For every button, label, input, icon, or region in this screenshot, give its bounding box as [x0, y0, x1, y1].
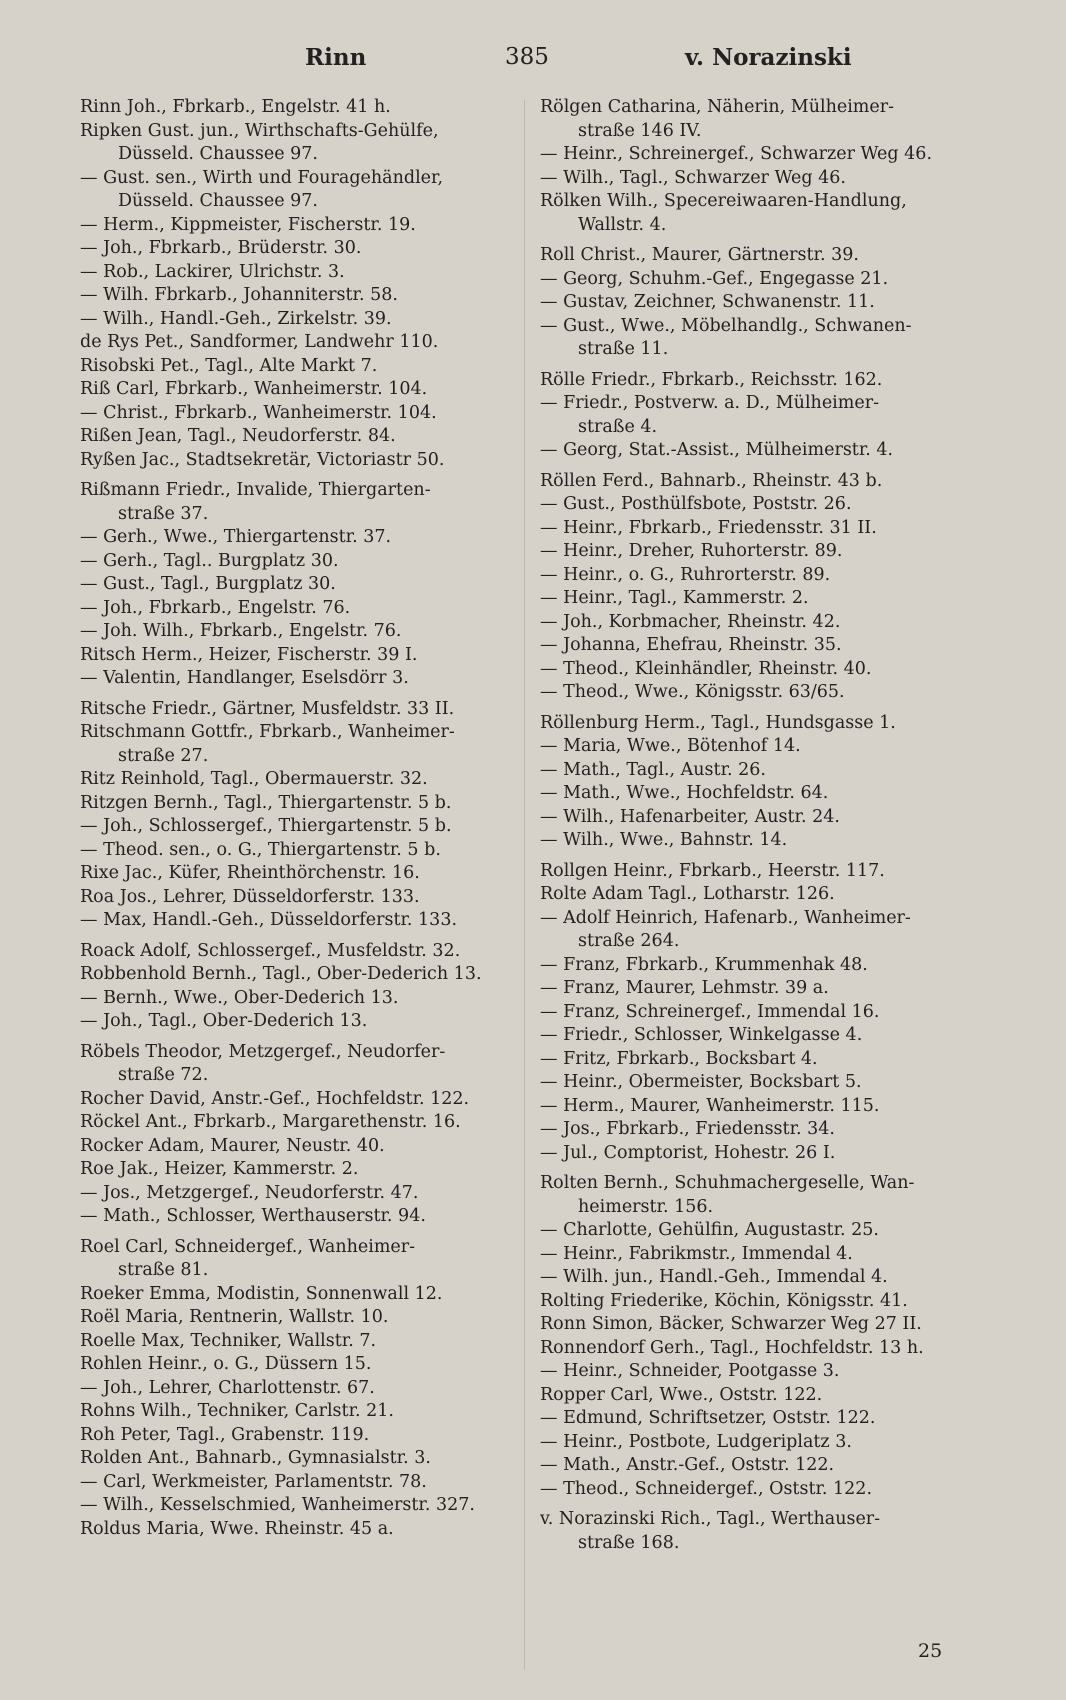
- directory-entry: [80, 698, 510, 722]
- entry-line: — Heinr., Dreher, Ruhorterstr. 89.: [540, 541, 843, 561]
- directory-entry: [540, 860, 972, 884]
- entry-line: — Wilh., Wwe., Bahnstr. 14.: [540, 830, 788, 850]
- directory-entry: [540, 1407, 972, 1431]
- entry-line: Rißen Jean, Tagl., Neudorferstr. 84.: [80, 426, 396, 446]
- directory-entry: [540, 829, 972, 853]
- entry-line: — Math., Tagl., Austr. 26.: [540, 759, 766, 780]
- directory-entry: [540, 806, 972, 830]
- directory-entry: [80, 1158, 510, 1182]
- directory-entry: [80, 667, 510, 691]
- entry-line: Röbels Theodor, Metzgergef., Neudorfer-: [80, 1041, 446, 1062]
- directory-entry: [80, 1353, 510, 1377]
- directory-entry: [80, 1400, 510, 1424]
- entry-line: — Joh., Fbrkarb., Engelstr. 76.: [80, 597, 351, 618]
- entry-line: Rolten Bernh., Schuhmachergeselle, Wan-: [540, 1173, 915, 1193]
- entry-line: Roack Adolf, Schlossergef., Musfeldstr. 32.: [80, 940, 461, 961]
- directory-entry: [80, 1518, 510, 1542]
- directory-entry: [540, 1048, 972, 1072]
- entry-continuation-line: straße 11.: [578, 339, 669, 359]
- directory-entry: [80, 120, 510, 167]
- directory-entry: [80, 1041, 510, 1088]
- directory-entry: [540, 369, 972, 393]
- entry-line: — Math., Anstr.-Gef., Oststr. 122.: [540, 1455, 835, 1475]
- entry-line: — Fritz, Fbrkarb., Bocksbart 4.: [540, 1048, 818, 1069]
- directory-entry: [80, 1135, 510, 1159]
- directory-entry: [80, 1088, 510, 1112]
- entry-continuation-line: straße 37.: [118, 503, 209, 524]
- directory-entry: [80, 644, 510, 668]
- right-column: [540, 96, 972, 1555]
- column-divider: [524, 100, 525, 1670]
- directory-entry: [80, 526, 510, 550]
- entry-line: — Wilh. jun., Handl.-Geh., Immendal 4.: [540, 1267, 888, 1287]
- entry-line: — Heinr., o. G., Ruhrorterstr. 89.: [540, 564, 831, 585]
- directory-entry: [540, 517, 972, 541]
- directory-entry: [540, 1454, 972, 1478]
- directory-entry: [540, 244, 972, 268]
- directory-entry: [80, 449, 510, 473]
- directory-entry: [540, 1290, 972, 1314]
- directory-entry: [540, 1001, 972, 1025]
- entry-line: Ronnendorf Gerh., Tagl., Hochfeldstr. 13 h.: [540, 1337, 924, 1358]
- directory-entry: [540, 190, 972, 237]
- entry-line: Rölle Friedr., Fbrkarb., Reichsstr. 162.: [540, 369, 883, 390]
- entry-line: — Johanna, Ehefrau, Rheinstr. 35.: [540, 635, 842, 655]
- entry-line: Ritsch Herm., Heizer, Fischerstr. 39 I.: [80, 644, 418, 665]
- directory-entry: [80, 963, 510, 987]
- entry-line: — Carl, Werkmeister, Parlamentstr. 78.: [80, 1471, 427, 1492]
- directory-entry: [540, 954, 972, 978]
- entry-line: Roeker Emma, Modistin, Sonnenwall 12.: [80, 1283, 443, 1304]
- entry-line: Rolte Adam Tagl., Lotharstr. 126.: [540, 884, 835, 904]
- directory-entry: [540, 1142, 972, 1166]
- entry-line: v. Norazinski Rich., Tagl., Werthauser-: [540, 1509, 881, 1529]
- directory-entry: [80, 1447, 510, 1471]
- entry-line: — Max, Handl.-Geh., Düsseldorferstr. 133.: [80, 910, 458, 930]
- directory-entry: [80, 1377, 510, 1401]
- entry-line: Ryßen Jac., Stadtsekretär, Victoriastr 50.: [80, 449, 445, 470]
- directory-entry: [80, 1010, 510, 1034]
- directory-entry: [540, 1118, 972, 1142]
- entry-continuation-line: heimerstr. 156.: [578, 1196, 714, 1217]
- entry-line: Robbenhold Bernh., Tagl., Ober-Dederich 13.: [80, 964, 482, 984]
- header-left-keyword: Rinn: [305, 44, 367, 71]
- entry-line: — Georg, Schuhm.-Gef., Engegasse 21.: [540, 268, 889, 289]
- entry-line: de Rys Pet., Sandformer, Landwehr 110.: [80, 332, 439, 352]
- entry-line: — Gust., Posthülfsbote, Poststr. 26.: [540, 494, 852, 514]
- directory-entry: [80, 1205, 510, 1229]
- entry-continuation-line: straße 72.: [118, 1065, 209, 1085]
- directory-entry: [540, 1172, 972, 1219]
- entry-line: — Heinr., Schneider, Pootgasse 3.: [540, 1361, 840, 1381]
- directory-entry: [540, 1384, 972, 1408]
- entry-line: Roel Carl, Schneidergef., Wanheimer-: [80, 1236, 416, 1257]
- entry-line: — Christ., Fbrkarb., Wanheimerstr. 104.: [80, 402, 437, 423]
- directory-entry: [540, 977, 972, 1001]
- directory-entry: [80, 261, 510, 285]
- directory-entry: [80, 214, 510, 238]
- entry-line: Ripken Gust. jun., Wirthschafts-Gehülfe,: [80, 120, 439, 141]
- entry-line: — Theod., Schneidergef., Oststr. 122.: [540, 1478, 873, 1499]
- directory-entry: [80, 308, 510, 332]
- directory-entry: [540, 611, 972, 635]
- entry-continuation-line: straße 146 IV.: [578, 120, 702, 141]
- directory-entry: [540, 493, 972, 517]
- entry-line: Roelle Max, Techniker, Wallstr. 7.: [80, 1330, 377, 1351]
- entry-line: — Edmund, Schriftsetzer, Oststr. 122.: [540, 1408, 876, 1428]
- directory-entry: [80, 1494, 510, 1518]
- entry-line: Rohlen Heinr., o. G., Düssern 15.: [80, 1354, 372, 1374]
- entry-line: Roël Maria, Rentnerin, Wallstr. 10.: [80, 1307, 389, 1327]
- entry-line: — Maria, Wwe., Bötenhof 14.: [540, 736, 801, 756]
- directory-entry: [80, 815, 510, 839]
- entry-line: — Joh., Lehrer, Charlottenstr. 67.: [80, 1377, 375, 1398]
- directory-entry: [80, 96, 510, 120]
- directory-entry: [80, 1306, 510, 1330]
- header-right-keyword: v. Norazinski: [685, 44, 852, 71]
- entry-continuation-line: straße 4.: [578, 416, 658, 437]
- entry-line: — Gustav, Zeichner, Schwanenstr. 11.: [540, 292, 875, 312]
- entry-line: Roldus Maria, Wwe. Rheinstr. 45 a.: [80, 1518, 394, 1539]
- entry-line: — Franz, Maurer, Lehmstr. 39 a.: [540, 978, 829, 998]
- entry-line: Ritzgen Bernh., Tagl., Thiergartenstr. 5 b.: [80, 792, 452, 813]
- running-header: [0, 40, 1066, 80]
- directory-entry: [540, 1431, 972, 1455]
- entry-line: Röckel Ant., Fbrkarb., Margarethenstr. 16.: [80, 1112, 461, 1132]
- entry-line: — Joh., Schlossergef., Thiergartenstr. 5 b.: [80, 816, 452, 836]
- entry-line: — Adolf Heinrich, Hafenarb., Wanheimer-: [540, 907, 911, 928]
- entry-line: — Gerh., Wwe., Thiergartenstr. 37.: [80, 527, 392, 547]
- directory-entry: [540, 1360, 972, 1384]
- directory-entry: [540, 735, 972, 759]
- entry-line: Rixe Jac., Küfer, Rheinthörchenstr. 16.: [80, 863, 420, 883]
- entry-line: — Math., Schlosser, Werthauserstr. 94.: [80, 1206, 426, 1226]
- directory-entry: [80, 479, 510, 526]
- entry-line: Röllen Ferd., Bahnarb., Rheinstr. 43 b.: [540, 470, 883, 491]
- entry-line: Rolting Friederike, Köchin, Königsstr. 41.: [540, 1290, 908, 1311]
- directory-entry: [540, 759, 972, 783]
- directory-entry: [80, 1182, 510, 1206]
- directory-entry: [80, 940, 510, 964]
- entry-line: — Charlotte, Gehülfin, Augustastr. 25.: [540, 1220, 879, 1240]
- directory-entry: [540, 315, 972, 362]
- directory-entry: [540, 96, 972, 143]
- entry-line: — Heinr., Schreinergef., Schwarzer Weg 46.: [540, 144, 933, 164]
- directory-entry: [80, 792, 510, 816]
- entry-line: Riß Carl, Fbrkarb., Wanheimerstr. 104.: [80, 379, 428, 399]
- directory-entry: [540, 1313, 972, 1337]
- entry-line: — Heinr., Fbrkarb., Friedensstr. 31 II.: [540, 517, 877, 538]
- directory-entry: [540, 564, 972, 588]
- entry-line: — Franz, Schreinergef., Immendal 16.: [540, 1001, 880, 1022]
- directory-entry: [80, 550, 510, 574]
- entry-line: Roe Jak., Heizer, Kammerstr. 2.: [80, 1159, 359, 1179]
- directory-entry: [540, 712, 972, 736]
- entry-line: — Jos., Fbrkarb., Friedensstr. 34.: [540, 1119, 835, 1139]
- entry-line: Roll Christ., Maurer, Gärtnerstr. 39.: [540, 245, 859, 265]
- entry-line: Roh Peter, Tagl., Grabenstr. 119.: [80, 1424, 370, 1445]
- directory-entry: [540, 1337, 972, 1361]
- entry-line: — Joh., Korbmacher, Rheinstr. 42.: [540, 611, 841, 632]
- directory-entry: [80, 1111, 510, 1135]
- directory-entry: [80, 402, 510, 426]
- entry-line: Rocker Adam, Maurer, Neustr. 40.: [80, 1135, 385, 1156]
- directory-entry: [540, 587, 972, 611]
- directory-entry: [80, 839, 510, 863]
- entry-line: — Wilh., Tagl., Schwarzer Weg 46.: [540, 167, 846, 188]
- entry-line: Risobski Pet., Tagl., Alte Markt 7.: [80, 355, 378, 376]
- directory-entry: [80, 909, 510, 933]
- entry-line: — Wilh., Hafenarbeiter, Austr. 24.: [540, 806, 840, 827]
- directory-entry: [540, 167, 972, 191]
- entry-line: — Franz, Fbrkarb., Krummenhak 48.: [540, 954, 868, 975]
- entry-line: Rölgen Catharina, Näherin, Mülheimer-: [540, 97, 895, 117]
- directory-entry: [540, 540, 972, 564]
- directory-entry: [540, 143, 972, 167]
- entry-line: — Rob., Lackirer, Ulrichstr. 3.: [80, 261, 345, 282]
- entry-line: — Georg, Stat.-Assist., Mülheimerstr. 4.: [540, 440, 894, 460]
- directory-entry: [80, 987, 510, 1011]
- directory-entry: [540, 1219, 972, 1243]
- directory-entry: [80, 237, 510, 261]
- entry-line: — Jul., Comptorist, Hohestr. 26 I.: [540, 1142, 836, 1163]
- entry-line: — Math., Wwe., Hochfeldstr. 64.: [540, 783, 829, 803]
- entry-line: Ropper Carl, Wwe., Oststr. 122.: [540, 1384, 823, 1405]
- entry-continuation-line: straße 27.: [118, 745, 209, 766]
- entry-line: — Heinr., Fabrikmstr., Immendal 4.: [540, 1243, 853, 1264]
- entry-line: Ronn Simon, Bäcker, Schwarzer Weg 27 II.: [540, 1314, 922, 1334]
- entry-line: — Gust., Wwe., Möbelhandlg., Schwanen-: [540, 315, 912, 336]
- directory-entry: [540, 1071, 972, 1095]
- directory-entry: [80, 768, 510, 792]
- entry-line: — Joh., Tagl., Ober-Dederich 13.: [80, 1011, 368, 1031]
- directory-entry: [540, 439, 972, 463]
- entry-line: — Herm., Maurer, Wanheimerstr. 115.: [540, 1095, 880, 1116]
- entry-line: — Theod. sen., o. G., Thiergartenstr. 5 b.: [80, 839, 441, 860]
- directory-entry: [540, 1243, 972, 1267]
- entry-line: Rinn Joh., Fbrkarb., Engelstr. 41 h.: [80, 97, 391, 117]
- entry-line: — Heinr., Tagl., Kammerstr. 2.: [540, 588, 809, 608]
- directory-entry: [540, 1024, 972, 1048]
- entry-line: — Wilh., Kesselschmied, Wanheimerstr. 327.: [80, 1495, 475, 1515]
- entry-continuation-line: straße 168.: [578, 1532, 680, 1553]
- directory-entry: [80, 1236, 510, 1283]
- entry-line: — Joh., Fbrkarb., Brüderstr. 30.: [80, 238, 362, 258]
- directory-entry: [540, 1478, 972, 1502]
- entry-line: — Heinr., Obermeister, Bocksbart 5.: [540, 1072, 862, 1092]
- entry-line: Rolden Ant., Bahnarb., Gymnasialstr. 3.: [80, 1448, 431, 1468]
- entry-line: Rocher David, Anstr.-Gef., Hochfeldstr. 122.: [80, 1088, 470, 1109]
- directory-entry: [80, 886, 510, 910]
- entry-continuation-line: Wallstr. 4.: [578, 214, 667, 235]
- entry-line: — Friedr., Postverw. a. D., Mülheimer-: [540, 393, 880, 413]
- directory-entry: [80, 862, 510, 886]
- entry-line: — Friedr., Schlosser, Winkelgasse 4.: [540, 1025, 863, 1045]
- entry-continuation-line: straße 264.: [578, 931, 680, 951]
- directory-entry: [540, 392, 972, 439]
- entry-line: — Heinr., Postbote, Ludgeriplatz 3.: [540, 1431, 852, 1452]
- directory-entry: [540, 291, 972, 315]
- directory-entry: [540, 883, 972, 907]
- page-number: 385: [505, 44, 549, 70]
- directory-entry: [80, 167, 510, 214]
- directory-entry: [540, 1266, 972, 1290]
- directory-entry: [80, 1283, 510, 1307]
- directory-entry: [540, 782, 972, 806]
- directory-entry: [540, 634, 972, 658]
- directory-entry: [80, 1424, 510, 1448]
- directory-entry: [80, 620, 510, 644]
- directory-entry: [80, 597, 510, 621]
- entry-line: Rollgen Heinr., Fbrkarb., Heerstr. 117.: [540, 860, 885, 881]
- directory-entry: [80, 378, 510, 402]
- directory-entry: [540, 268, 972, 292]
- entry-line: — Bernh., Wwe., Ober-Dederich 13.: [80, 987, 399, 1008]
- entry-line: — Gust. sen., Wirth und Fouragehändler,: [80, 167, 444, 188]
- directory-entry: [80, 721, 510, 768]
- directory-entry: [540, 1095, 972, 1119]
- entry-line: Roa Jos., Lehrer, Düsseldorferstr. 133.: [80, 886, 420, 907]
- entry-continuation-line: Düsseld. Chaussee 97.: [118, 144, 318, 164]
- directory-entry: [80, 1330, 510, 1354]
- entry-line: Ritsche Friedr., Gärtner, Musfeldstr. 33 II.: [80, 698, 455, 719]
- entry-line: — Gerh., Tagl.. Burgplatz 30.: [80, 550, 339, 571]
- entry-line: — Gust., Tagl., Burgplatz 30.: [80, 574, 336, 594]
- entry-line: — Wilh. Fbrkarb., Johanniterstr. 58.: [80, 285, 398, 305]
- entry-line: Ritz Reinhold, Tagl., Obermauerstr. 32.: [80, 769, 428, 789]
- directory-entry: [540, 681, 972, 705]
- directory-entry: [80, 573, 510, 597]
- directory-entry: [540, 907, 972, 954]
- entry-line: Ritschmann Gottfr., Fbrkarb., Wanheimer-: [80, 722, 455, 742]
- entry-line: — Herm., Kippmeister, Fischerstr. 19.: [80, 214, 416, 235]
- directory-entry: [80, 331, 510, 355]
- directory-entry: [80, 1471, 510, 1495]
- entry-line: — Valentin, Handlanger, Eselsdörr 3.: [80, 668, 409, 688]
- entry-line: Rißmann Friedr., Invalide, Thiergarten-: [80, 480, 431, 500]
- directory-entry: [80, 425, 510, 449]
- directory-entry: [80, 284, 510, 308]
- entry-line: — Theod., Wwe., Königsstr. 63/65.: [540, 682, 845, 702]
- entry-line: — Joh. Wilh., Fbrkarb., Engelstr. 76.: [80, 621, 402, 641]
- directory-entry: [540, 658, 972, 682]
- left-column: [80, 96, 510, 1541]
- entry-line: Rölken Wilh., Specereiwaaren-Handlung,: [540, 191, 907, 211]
- entry-line: — Theod., Kleinhändler, Rheinstr. 40.: [540, 658, 872, 679]
- entry-line: Rohns Wilh., Techniker, Carlstr. 21.: [80, 1401, 394, 1421]
- directory-entry: [540, 1508, 972, 1555]
- directory-entry: [540, 470, 972, 494]
- signature-mark: 25: [918, 1640, 943, 1662]
- entry-line: — Jos., Metzgergef., Neudorferstr. 47.: [80, 1182, 419, 1203]
- entry-line: Röllenburg Herm., Tagl., Hundsgasse 1.: [540, 712, 896, 733]
- entry-line: — Wilh., Handl.-Geh., Zirkelstr. 39.: [80, 308, 392, 329]
- entry-continuation-line: straße 81.: [118, 1260, 209, 1280]
- directory-entry: [80, 355, 510, 379]
- entry-continuation-line: Düsseld. Chaussee 97.: [118, 191, 318, 211]
